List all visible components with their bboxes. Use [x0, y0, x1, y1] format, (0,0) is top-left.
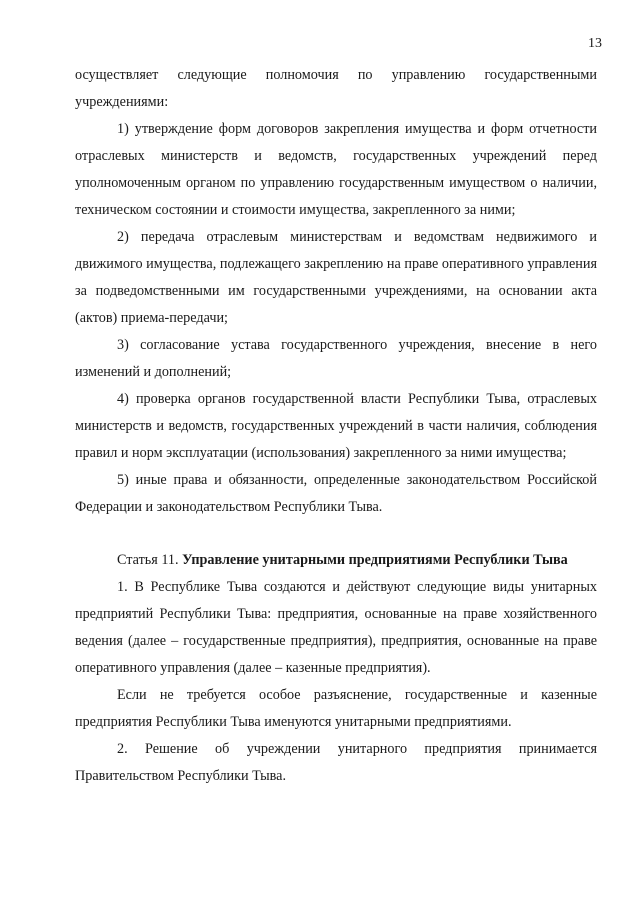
paragraph: 2. Решение об учреждении унитарного предприятия принимается Правительством Республики Тыва.: [75, 741, 597, 784]
page-number: 13: [588, 36, 602, 51]
list-item: 1) утверждение форм договоров закрепления имущества и форм отчетности отраслевых министерств и ведомств, государственных учреждений перед уполномоченным органом по управлению государственным имуществом о наличии, техническом состоянии и стоимости имущества, закрепленного за ними;: [75, 121, 597, 218]
list-item: 2) передача отраслевым министерствам и ведомствам недвижимого и движимого имущества, подлежащего закреплению на праве оперативного управления за подведомственными им государственными учреждениями, на основании акта (актов) приема-передачи;: [75, 229, 597, 326]
paragraph: Если не требуется особое разъяснение, государственные и казенные предприятия Республики Тыва именуются унитарными предприятиями.: [75, 687, 597, 730]
paragraph: 1. В Республике Тыва создаются и действуют следующие виды унитарных предприятий Республики Тыва: предприятия, основанные на праве хозяйственного ведения (далее – государственные предприятия), предприятия, основанные на праве оперативного управления (далее – казенные предприятия).: [75, 579, 597, 676]
intro-paragraph: осуществляет следующие полномочия по управлению государственными учреждениями:: [75, 67, 597, 110]
list-item: 5) иные права и обязанности, определенные законодательством Российской Федерации и законодательством Республики Тыва.: [75, 472, 597, 515]
article-title: Управление унитарными предприятиями Республики Тыва: [182, 552, 568, 568]
article-label: Статья 11.: [117, 552, 179, 568]
article-heading: [75, 547, 597, 574]
document-body: [75, 62, 597, 790]
list-item: 3) согласование устава государственного учреждения, внесение в него изменений и дополнений;: [75, 337, 597, 380]
list-item: 4) проверка органов государственной власти Республики Тыва, отраслевых министерств и ведомств, государственных учреждений в части наличия, соблюдения правил и норм эксплуатации (использования) закрепленного за ними имущества;: [75, 391, 597, 461]
